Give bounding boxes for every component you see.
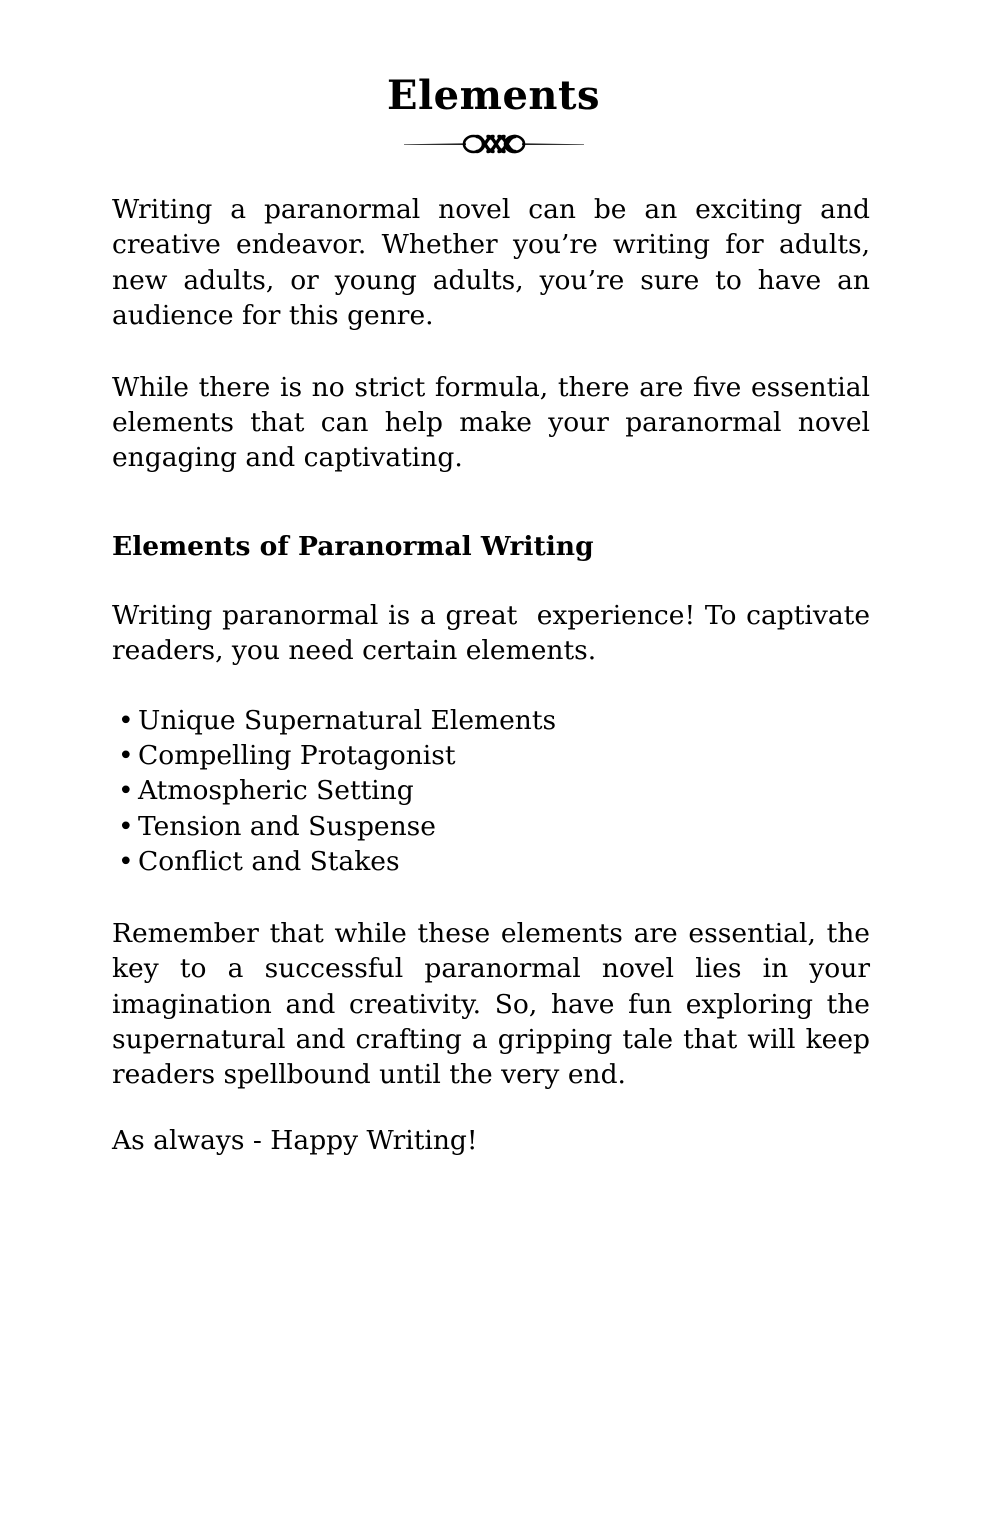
list-item-label: Compelling Protagonist: [138, 740, 456, 772]
knot-ornament-icon: [404, 132, 584, 156]
spacer: [112, 1093, 870, 1123]
list-item: [112, 844, 870, 879]
bullet-icon: •: [118, 846, 134, 878]
list-item-label: Conflict and Stakes: [138, 846, 400, 878]
page-title: Elements: [387, 72, 600, 119]
list-item: [112, 738, 870, 773]
spacer: [112, 334, 870, 370]
bullet-icon: •: [118, 740, 134, 772]
paragraph-formula: While there is no strict formula, there are five essential elements that can help make your paranormal novel engaging and captivating.: [112, 371, 879, 474]
elements-bullet-list: [112, 703, 870, 880]
bullet-icon: •: [118, 704, 134, 736]
paragraph-remember: Remember that while these elements are essential, the key to a successful paranormal novel lies in your imagination and creativity. So, have fun exploring the supernatural and crafting a gripping tale that will keep readers spellbound until the very end.: [112, 917, 879, 1091]
title-block: [0, 0, 987, 158]
spacer: [112, 880, 870, 916]
list-item: [112, 809, 870, 844]
spacer: [112, 669, 870, 703]
bullet-icon: •: [118, 810, 134, 842]
spacer: [112, 564, 870, 598]
list-item-label: Unique Supernatural Elements: [138, 704, 557, 736]
bullet-icon: •: [118, 775, 134, 807]
paragraph-captivate: Writing paranormal is a great experience! To captivate readers, you need certain elements.: [112, 599, 879, 667]
paragraph-intro: Writing a paranormal novel can be an exciting and creative endeavor. Whether you’re writing for adults, new adults, or young adults, you’re sure to have an audience for this genre.: [112, 194, 879, 332]
ornamental-divider: [0, 132, 987, 158]
closing-line: As always - Happy Writing!: [112, 1124, 478, 1156]
list-item: [112, 703, 870, 738]
document-body: [112, 192, 879, 1158]
list-item: [112, 773, 870, 808]
list-item-label: Tension and Suspense: [138, 810, 436, 842]
list-item-label: Atmospheric Setting: [138, 775, 414, 807]
spacer: [112, 476, 870, 530]
section-heading-elements-of-paranormal-writing: Elements of Paranormal Writing: [112, 530, 594, 562]
